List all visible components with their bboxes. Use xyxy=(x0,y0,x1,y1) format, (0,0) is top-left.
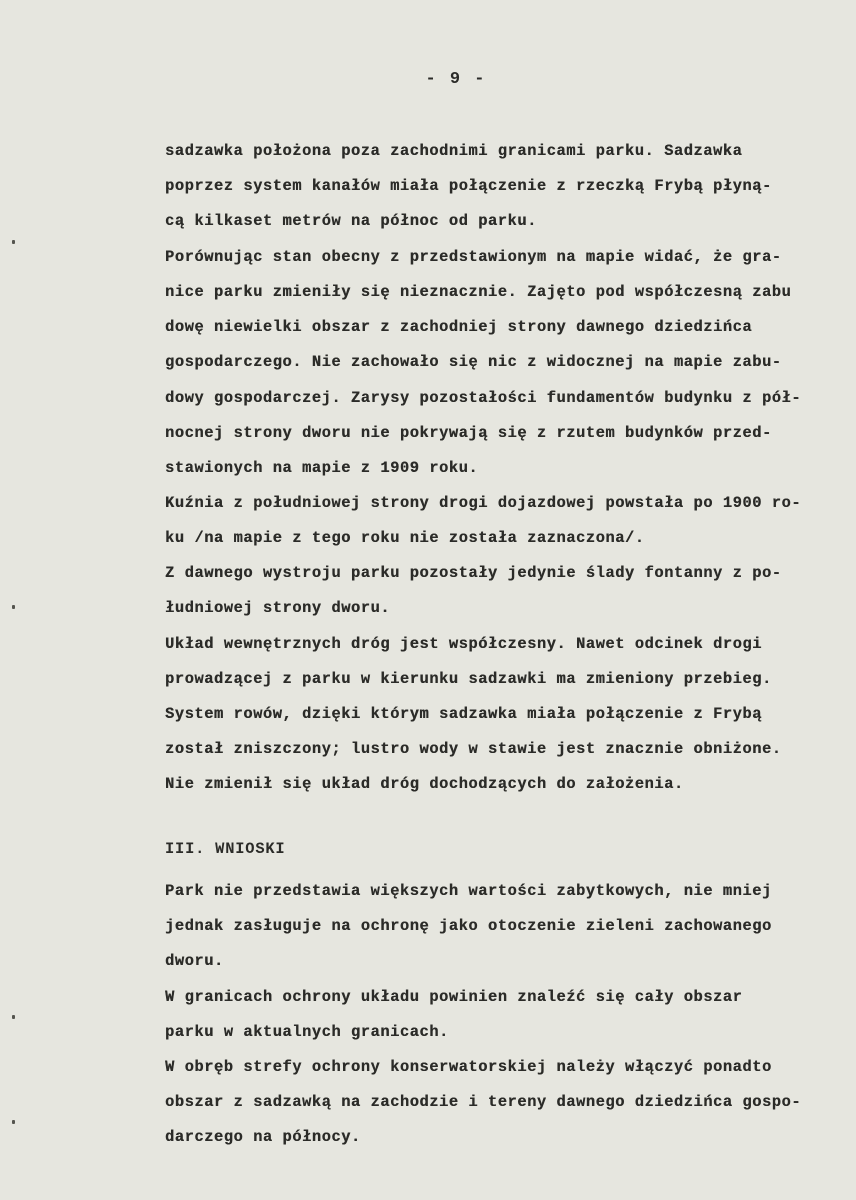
text-line: dowę niewielki obszar z zachodniej strony dawnego dziedzińca xyxy=(165,318,753,336)
text-line: ku /na mapie z tego roku nie została zaznaczona/. xyxy=(165,529,645,547)
text-line: Z dawnego wystroju parku pozostały jedynie ślady fontanny z po- xyxy=(165,564,782,582)
text-line: jednak zasługuje na ochronę jako otoczenie zieleni zachowanego xyxy=(165,917,772,935)
page-number: - 9 - xyxy=(425,70,487,89)
text-line: cą kilkaset metrów na północ od parku. xyxy=(165,212,537,230)
text-line: gospodarczego. Nie zachowało się nic z widocznej na mapie zabu- xyxy=(165,353,782,371)
text-line: darczego na północy. xyxy=(165,1128,361,1146)
text-line: dworu. xyxy=(165,952,224,970)
text-line: nice parku zmieniły się nieznacznie. Zajęto pod współczesną zabu xyxy=(165,283,792,301)
text-line: parku w aktualnych granicach. xyxy=(165,1023,449,1041)
text-line: Kuźnia z południowej strony drogi dojazdowej powstała po 1900 ro- xyxy=(165,494,802,512)
text-line: Park nie przedstawia większych wartości zabytkowych, nie mniej xyxy=(165,882,772,900)
margin-mark xyxy=(12,1015,15,1019)
margin-mark xyxy=(12,240,15,244)
text-line: Układ wewnętrznych dróg jest współczesny. Nawet odcinek drogi xyxy=(165,635,762,653)
margin-mark xyxy=(12,1120,15,1124)
text-line: prowadzącej z parku w kierunku sadzawki ma zmieniony przebieg. xyxy=(165,670,772,688)
text-line: Porównując stan obecny z przedstawionym na mapie widać, że gra- xyxy=(165,248,782,266)
text-line: nocnej strony dworu nie pokrywają się z rzutem budynków przed- xyxy=(165,424,772,442)
text-line: sadzawka położona poza zachodnimi granicami parku. Sadzawka xyxy=(165,142,743,160)
text-line: stawionych na mapie z 1909 roku. xyxy=(165,459,479,477)
section-heading: III. WNIOSKI xyxy=(165,840,286,858)
text-line: dowy gospodarczej. Zarysy pozostałości fundamentów budynku z pół- xyxy=(165,389,802,407)
text-line: System rowów, dzięki którym sadzawka miała połączenie z Frybą xyxy=(165,705,762,723)
text-line: obszar z sadzawką na zachodzie i tereny dawnego dziedzińca gospo- xyxy=(165,1093,802,1111)
text-line: poprzez system kanałów miała połączenie z rzeczką Frybą płyną- xyxy=(165,177,772,195)
text-line: W granicach ochrony układu powinien znaleźć się cały obszar xyxy=(165,988,743,1006)
text-line: Nie zmienił się układ dróg dochodzących do założenia. xyxy=(165,775,684,793)
text-line: W obręb strefy ochrony konserwatorskiej należy włączyć ponadto xyxy=(165,1058,772,1076)
margin-mark xyxy=(12,605,15,609)
text-line: został zniszczony; lustro wody w stawie jest znacznie obniżone. xyxy=(165,740,782,758)
text-line: łudniowej strony dworu. xyxy=(165,599,391,617)
